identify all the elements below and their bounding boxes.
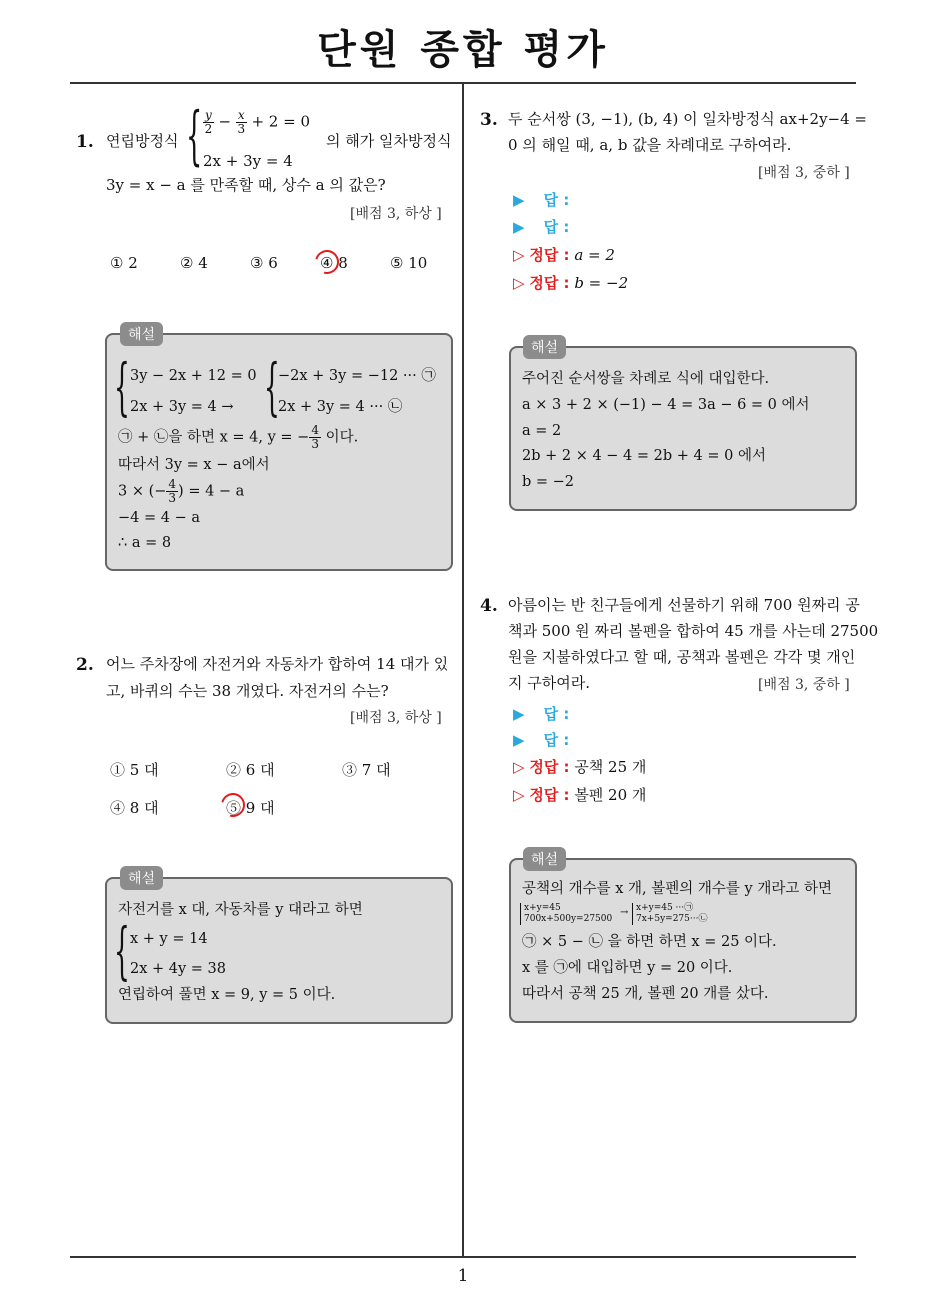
q1-solution-tab: 해설 [120,322,163,346]
q4-sol-s5: 따라서 공책 25 개, 볼펜 20 개를 샀다. [522,986,769,1002]
q4-line4: 지 구하여라. [508,674,590,692]
q2-sol-brace: { [114,914,130,987]
q1-sol-s5: −4 = 4 − a [118,510,200,526]
q3-correct-2: ▷ 정답 : b = −2 [513,274,629,292]
q2-sol-s3: 2x + 4y = 38 [130,961,227,977]
q3-correct-1: ▷ 정답 : a = 2 [513,246,615,264]
play-icon: ▶ [513,705,525,723]
q1-option-1[interactable]: ① 2 [110,254,138,272]
q3-meta: [배점 3, 중하 ] [758,165,850,181]
q1-sol-s6: ∴ a = 8 [118,535,172,551]
bottom-rule [70,1256,856,1258]
q4-solution-tab: 해설 [523,847,566,871]
q3-answer-2[interactable]: ▶ 답 : [513,218,570,236]
q1-trail: 의 해가 일차방정식 [326,132,452,150]
q4-sol-s2-left: x+y=45 700x+500y=27500 [520,903,612,925]
q2-meta: [배점 3, 하상 ] [350,710,442,726]
q1-sol-s2: ㉠ + ㉡을 하면 x = 4, y = − $\frac{4}{3}$ 이다. [118,423,359,451]
triangle-icon: ▷ [513,246,525,264]
page-number: 1 [457,1266,469,1286]
q2-option-1[interactable]: ① 5 대 [110,761,159,779]
page-title: 단원 종합 평가 [317,27,609,73]
q1-option-3[interactable]: ③ 6 [250,254,278,272]
q1-option-5[interactable]: ⑤ 10 [390,254,428,272]
q1-sol-s1d: 2x + 3y = 4 ··· ㉡ [278,399,403,415]
q4-line3: 원을 지불하였다고 할 때, 공책과 볼펜은 각각 몇 개인 [508,648,856,666]
q1-sol-s4: 3 × (− $\frac{4}{3}$ ) = 4 − a [118,477,245,505]
q3-sol-s2: a × 3 + 2 × (−1) − 4 = 3a − 6 = 0 에서 [522,397,810,413]
q4-correct-2: ▷ 정답 : 볼펜 20 개 [513,786,647,804]
q4-sol-s1: 공책의 개수를 x 개, 볼펜의 개수를 y 개라고 하면 [522,881,832,897]
q2-option-4[interactable]: ④ 8 대 [110,799,159,817]
q3-number: 3. [480,110,498,130]
q1-option-2[interactable]: ② 4 [180,254,208,272]
triangle-icon: ▷ [513,758,525,776]
q2-sol-s4: 연립하여 풀면 x = 9, y = 5 이다. [118,987,336,1003]
q1-sol-s1c: −2x + 3y = −12 ··· ㉠ [278,368,436,384]
q1-sol-s1b: 2x + 3y = 4 → [130,399,234,415]
q3-sol-s1: 주어진 순서쌍을 차례로 식에 대입한다. [522,371,770,387]
q2-line2: 고, 바퀴의 수는 38 개였다. 자전거의 수는? [106,682,389,700]
q3-sol-s5: b = −2 [522,474,575,490]
q4-answer-1[interactable]: ▶ 답 : [513,705,570,723]
q2-line1: 어느 주차장에 자전거와 자동차가 합하여 14 대가 있 [106,655,449,673]
q4-sol-s4: x 를 ㉠에 대입하면 y = 20 이다. [522,960,733,976]
column-divider [462,82,464,1258]
q2-solution-tab: 해설 [120,866,163,890]
q3-sol-s3: a = 2 [522,423,562,439]
q4-answer-2[interactable]: ▶ 답 : [513,731,570,749]
q3-answer-1[interactable]: ▶ 답 : [513,191,570,209]
q3-line2: 0 의 해일 때, a, b 값을 차례대로 구하여라. [508,136,792,154]
q1-option-4[interactable]: ④ 8 [320,254,348,272]
q1-meta: [배점 3, 하상 ] [350,206,442,222]
q3-sol-s4: 2b + 2 × 4 − 4 = 2b + 4 = 0 에서 [522,448,766,464]
q1-eq2: 2x + 3y = 4 [203,152,293,170]
q1-eq1: $\frac{y}{2}$ − $\frac{x}{3}$ + 2 = 0 [204,108,310,136]
q1-number: 1. [76,132,94,152]
q1-sol-brace-1: { [114,350,130,423]
q1-line2: 3y = x − a 를 만족할 때, 상수 a 의 값은? [106,176,386,194]
play-icon: ▶ [513,218,525,236]
q3-line1: 두 순서쌍 (3, −1), (b, 4) 이 일차방정식 ax+2y−4 = [508,110,867,128]
q2-option-3[interactable]: ③ 7 대 [342,761,391,779]
q4-correct-1: ▷ 정답 : 공책 25 개 [513,758,647,776]
triangle-icon: ▷ [513,786,525,804]
q1-sol-s3: 따라서 3y = x − a에서 [118,457,270,473]
q2-option-5[interactable]: ⑤ 9 대 [226,799,275,817]
q3-solution-tab: 해설 [523,335,566,359]
q4-line1: 아름이는 반 친구들에게 선물하기 위해 700 원짜리 공 [508,596,860,614]
q1-lead: 연립방정식 [106,132,179,150]
q2-option-2[interactable]: ② 6 대 [226,761,275,779]
q1-sol-brace-2: { [264,350,280,423]
q4-line2: 책과 500 원 짜리 볼펜을 합하여 45 개를 사는데 27500 [508,622,879,640]
play-icon: ▶ [513,731,525,749]
q2-sol-s2: x + y = 14 [130,931,208,947]
q1-answer-mark [311,246,344,279]
arrow-right-icon: → [620,907,629,918]
q4-number: 4. [480,596,498,616]
play-icon: ▶ [513,191,525,209]
q1-brace: { [186,99,203,173]
q2-sol-s1: 자전거를 x 대, 자동차를 y 대라고 하면 [118,902,363,918]
q1-sol-s1a: 3y − 2x + 12 = 0 [130,368,257,384]
q4-sol-s3: ㉠ × 5 − ㉡ 을 하면 하면 x = 25 이다. [522,934,777,950]
q4-meta: [배점 3, 중하 ] [758,677,850,693]
q4-sol-s2-right: x+y=45 ···㉠ 7x+5y=275···㉡ [632,903,707,925]
q2-number: 2. [76,655,94,675]
triangle-icon: ▷ [513,274,525,292]
